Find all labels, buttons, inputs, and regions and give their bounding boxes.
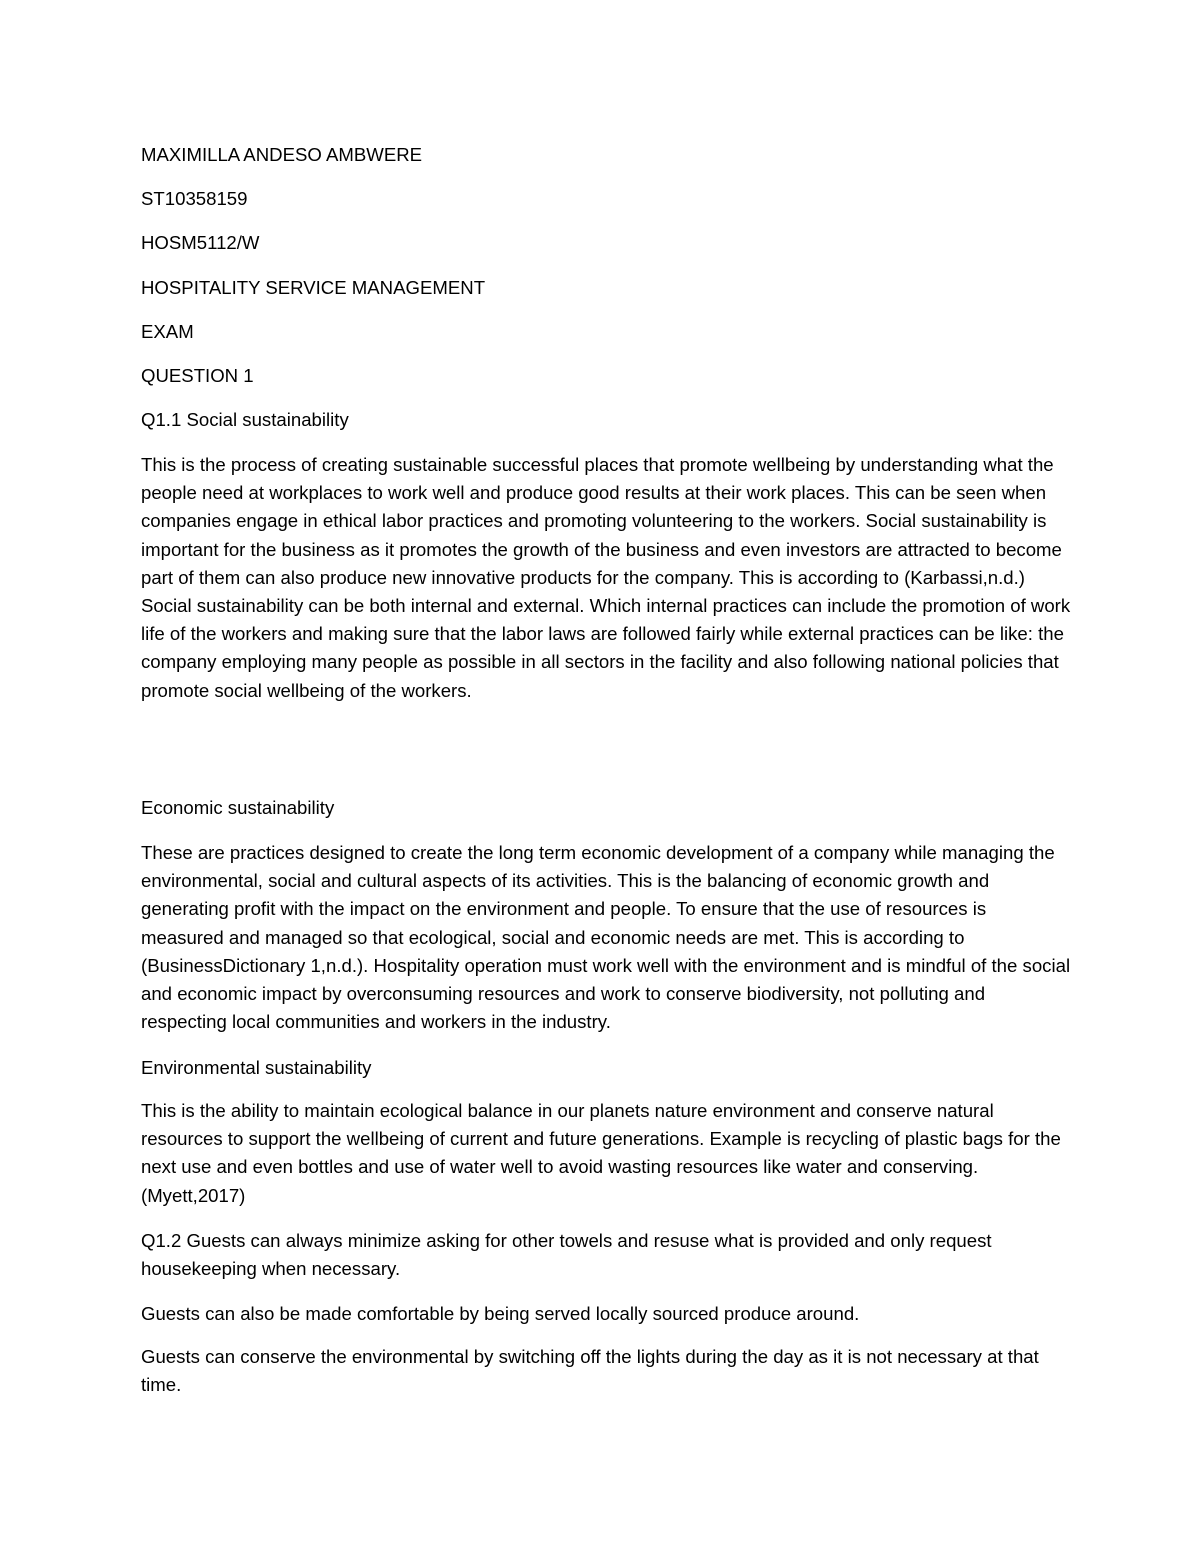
environmental-heading: Environmental sustainability (141, 1057, 372, 1078)
economic-heading: Economic sustainability (141, 797, 335, 818)
guests-paragraph-lights: Guests can conserve the environmental by switching off the lights during the day as it is not necessary at that time. (141, 1346, 1039, 1396)
student-number: ST10358159 (141, 188, 248, 209)
environmental-sustainability-paragraph: This is the ability to maintain ecological balance in our planets nature environment and conserve natural resources to support the wellbeing of current and future generations. Example is recycling of plastic bags for the next use and even bottles and use of water well to avoid wasting resources like water and conserving.(Myett,2017) (141, 1100, 1061, 1206)
social-sustainability-paragraph: This is the process of creating sustainable successful places that promote wellbeing by understanding what the people need at workplaces to work well and produce good results at their work places. This can be seen when companies engage in ethical labor practices and promoting volunteering to the workers. Social sustainability is important for the business as it promotes the growth of the business and even investors are attracted to become part of them can also produce new innovative products for the company. This is according to (Karbassi,n.d.) Social sustainability can be both internal and external. Which internal practices can include the promotion of work life of the workers and making sure that the labor laws are followed fairly while external practices can be like: the company employing many people as possible in all sectors in the facility and also following national policies that promote social wellbeing of the workers. (141, 454, 1071, 701)
guests-paragraph-locally-sourced: Guests can also be made comfortable by being served locally sourced produce around. (141, 1303, 860, 1324)
assessment-type: EXAM (141, 321, 194, 342)
question-title: QUESTION 1 (141, 365, 254, 386)
economic-sustainability-paragraph: These are practices designed to create the long term economic development of a company while managing the environmental, social and cultural aspects of its activities. This is the balancing of economic growth and generating profit with the impact on the environment and people. To ensure that the use of resources is measured and managed so that ecological, social and economic needs are met. This is according to (BusinessDictionary 1,n.d.). Hospitality operation must work well with the environment and is mindful of the social and economic impact by overconsuming resources and work to conserve biodiversity, not polluting and respecting local communities and workers in the industry. (141, 842, 1071, 1033)
student-name: MAXIMILLA ANDESO AMBWERE (141, 144, 423, 165)
module-code: HOSM5112/W (141, 232, 260, 253)
q1-1-heading: Q1.1 Social sustainability (141, 409, 349, 430)
q1-2-paragraph: Q1.2 Guests can always minimize asking for other towels and resuse what is provided and only request housekeeping when necessary. (141, 1230, 992, 1280)
module-title: HOSPITALITY SERVICE MANAGEMENT (141, 277, 486, 298)
